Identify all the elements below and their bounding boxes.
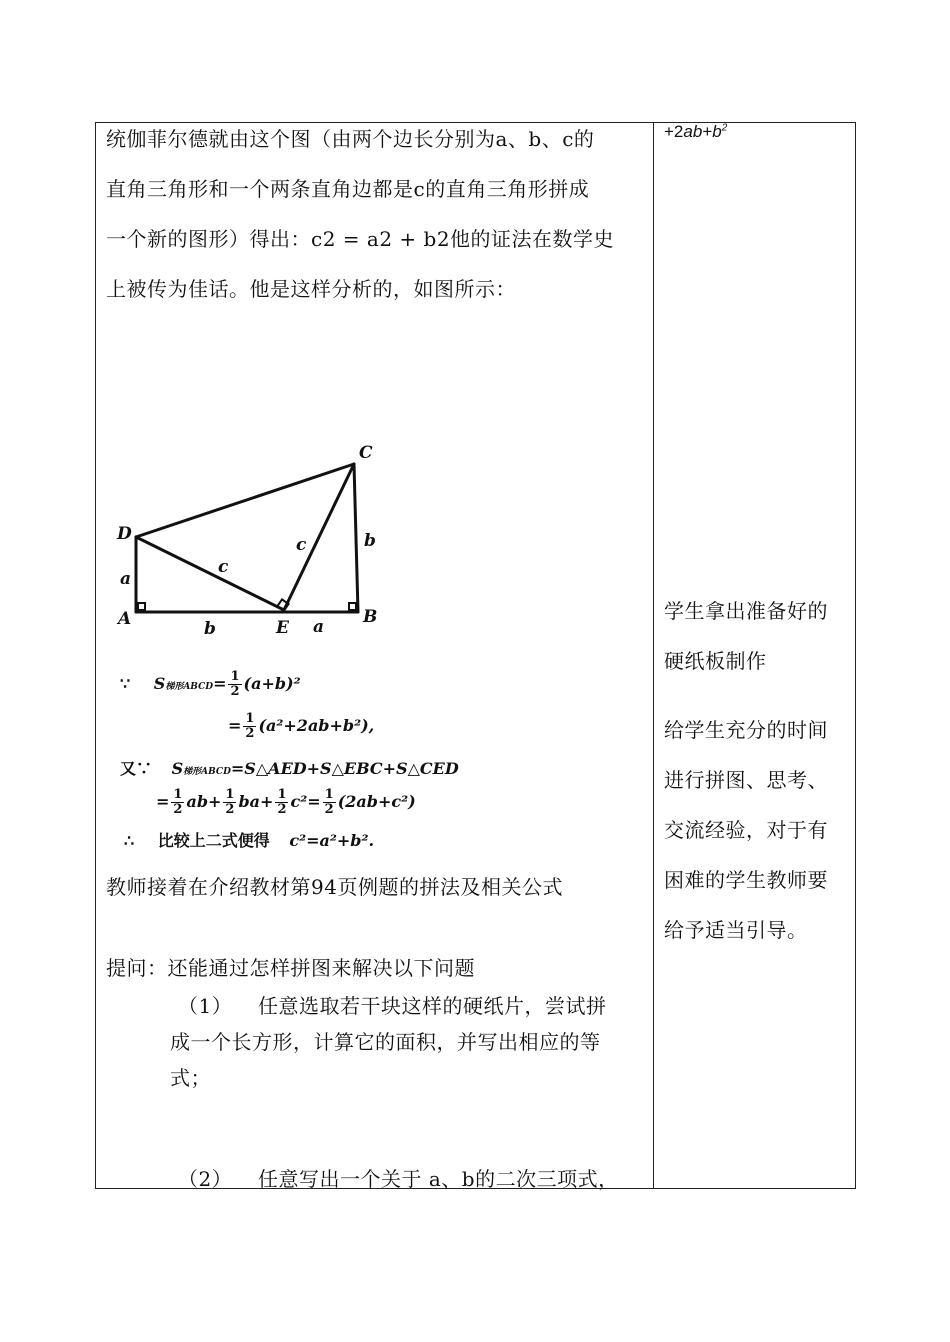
equals: = [230,759,245,778]
formula-line-3 [120,756,459,779]
term: ab+ [186,792,222,811]
intro-line: 统伽菲尔德就由这个图（由两个边长分别为a、b、c的 [106,127,595,151]
therefore-symbol: ∴ [124,831,135,850]
item-2-text: 任意写出一个关于 a、b的二次三项式， [258,1167,619,1191]
teacher-line [106,862,646,912]
label-side-c: c [218,557,229,577]
area-symbol: S [171,759,184,778]
item-1-line: 式； [170,1066,211,1090]
right-line: 给予适当引导。 [664,918,808,942]
fraction-half: $\frac{1}{2}$ [245,711,255,741]
fraction-half: $\frac{1}{2}$ [230,669,240,699]
label-side-a-bottom: a [313,617,325,637]
label-side-b-right: b [364,531,376,551]
trapezoid-figure [106,432,406,646]
label-c-vertex: C [359,443,373,463]
right-line: 硬纸板制作 [664,649,767,673]
right-line: 给学生充分的时间 [664,718,828,742]
area-symbol: S [153,674,166,693]
right-top-formula [664,122,727,142]
formula-block [116,656,476,852]
intro-paragraph [106,114,646,314]
question-line [106,945,646,991]
formula-line-1 [120,670,301,699]
formula-line-5 [124,828,374,851]
formula-exponent: 2 [721,122,728,134]
right-line: 交流经验，对于有 [664,818,828,842]
item-1-continuation [170,1024,640,1096]
conclusion-formula: c²=a²+b². [289,831,375,850]
formula-line-2 [228,712,374,741]
formula-plus: + [702,122,713,141]
formula-ab: ab [683,122,703,141]
right-block-2 [664,705,849,955]
formula-line-4 [156,788,416,817]
column-divider [653,122,654,1189]
because-symbol: ∵ [120,674,131,693]
formula-rhs: S△AED+S△EBC+S△CED [244,759,459,778]
label-b-vertex: B [363,607,378,627]
item-1-number: （1） [178,994,233,1018]
right-line: 进行拼图、思考、 [664,768,828,792]
label-side-c-2: c [296,535,307,555]
right-block-1 [664,586,849,686]
right-line: 学生拿出准备好的 [664,599,828,623]
term: c²= [290,792,321,811]
label-side-b: b [204,619,216,639]
right-angle-b [349,603,356,610]
label-d-vertex: D [117,524,132,544]
fraction-half: $\frac{1}{2}$ [173,787,183,817]
formula-b: b [712,122,722,141]
right-angle-a [138,603,145,610]
equals: = [213,674,227,693]
side-cd [136,464,354,537]
item-1-line: 成一个长方形，计算它的面积，并写出相应的等 [170,1030,601,1054]
intro-line: 上被传为佳话。他是这样分析的，如图所示： [106,277,516,301]
segment-ec [284,464,354,610]
conclusion-text: 比较上二式便得 [157,831,270,850]
right-line: 困难的学生教师要 [664,868,828,892]
label-a-vertex: A [118,609,132,629]
intro-line: 直角三角形和一个两条直角边都是c的直角三角形拼成 [106,177,590,201]
formula-prefix: +2 [664,122,684,141]
side-bc [354,464,358,612]
fraction-half: $\frac{1}{2}$ [277,787,287,817]
equals: = [228,716,242,735]
area-subscript: 梯形ABCD [183,767,231,777]
item-1-text: 任意选取若干块这样的硬纸片，尝试拼 [258,994,607,1018]
teacher-text: 教师接着在介绍教材第94页例题的拼法及相关公式 [106,875,563,899]
formula-rhs: (a²+2ab+b²), [258,716,375,735]
area-subscript: 梯形ABCD [165,682,214,692]
intro-line: 一个新的图形）得出：c2 = a2 + b2他的证法在数学史 [106,227,615,251]
question-text: 提问：还能通过怎样拼图来解决以下问题 [106,956,475,980]
label-e-vertex: E [276,618,289,638]
also-because: 又∵ [120,759,153,778]
item-2-number: （2） [178,1167,233,1191]
equals: = [156,792,170,811]
fraction-half: $\frac{1}{2}$ [324,787,334,817]
segment-de [136,537,284,610]
trapezoid-diagram [106,432,406,642]
fraction-half: $\frac{1}{2}$ [225,787,235,817]
label-side-a: a [120,569,132,589]
formula-rhs: (a+b)² [243,674,301,693]
term: (2ab+c²) [337,792,416,811]
term: ba+ [238,792,274,811]
